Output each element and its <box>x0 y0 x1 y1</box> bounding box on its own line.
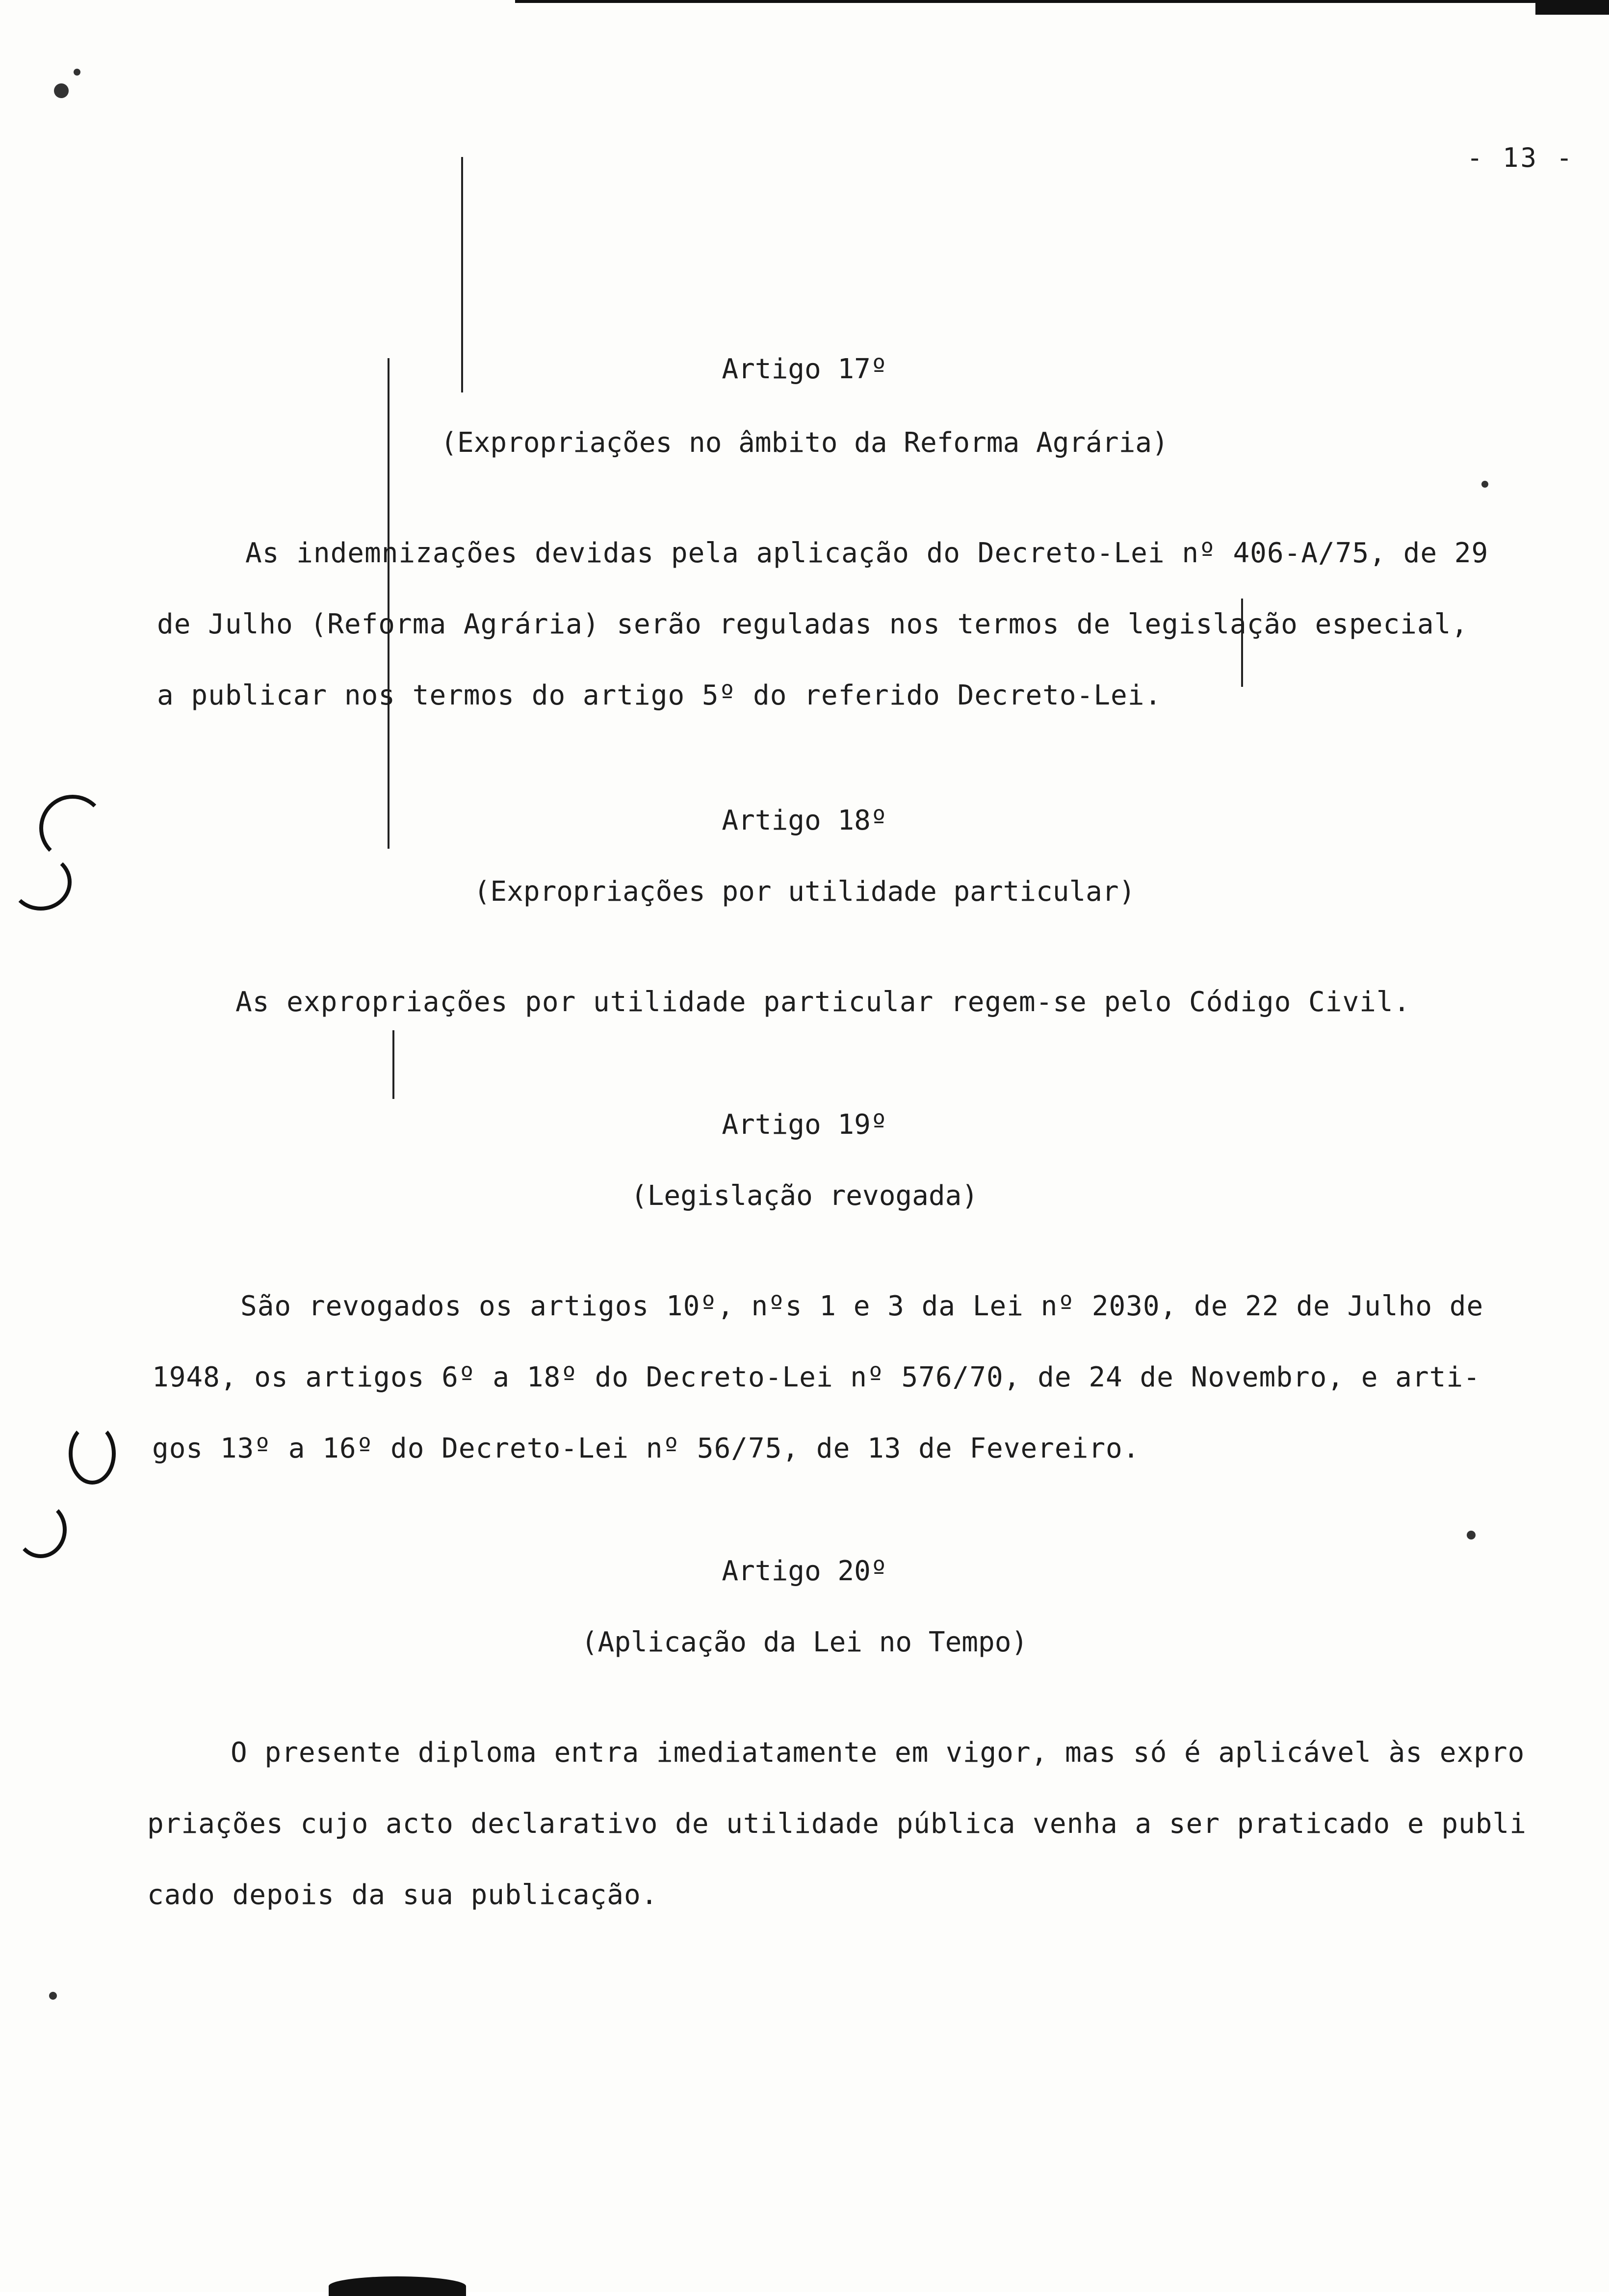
article-18-line-1: As expropriações por utilidade particular regem-se pelo Código Civil. <box>235 986 1411 1018</box>
article-20-subheading: (Aplicação da Lei no Tempo) <box>581 1626 1028 1658</box>
article-19-line-2: 1948, os artigos 6º a 18º do Decreto-Lei nº 576/70, de 24 de Novembro, e arti- <box>152 1361 1480 1393</box>
scan-speck <box>74 69 80 76</box>
scan-corner-artifact <box>1535 0 1609 15</box>
punch-hole-mark <box>69 1423 116 1485</box>
pen-stroke <box>392 1030 394 1099</box>
punch-hole-mark <box>15 1501 67 1558</box>
scan-speck <box>54 83 69 98</box>
article-20-line-1: O presente diploma entra imediatamente em vigor, mas só é aplicável às expro <box>231 1737 1525 1769</box>
article-20-heading: Artigo 20º <box>722 1555 887 1587</box>
article-19-line-3: gos 13º a 16º do Decreto-Lei nº 56/75, de 13 de Fevereiro. <box>152 1433 1140 1464</box>
scan-speck <box>1481 481 1488 488</box>
article-17-heading: Artigo 17º <box>722 353 887 385</box>
article-20-line-2: priações cujo acto declarativo de utilidade pública venha a ser praticado e publi <box>147 1808 1527 1840</box>
article-18-heading: Artigo 18º <box>722 805 887 836</box>
scan-speck <box>1467 1531 1476 1539</box>
article-18-subheading: (Expropriações por utilidade particular) <box>473 876 1136 908</box>
article-19-subheading: (Legislação revogada) <box>630 1180 978 1212</box>
article-17-subheading: (Expropriações no âmbito da Reforma Agrária) <box>441 427 1168 459</box>
scan-edge-artifact <box>515 0 1609 3</box>
page-number: - 13 - <box>1467 142 1575 173</box>
article-20-line-3: cado depois da sua publicação. <box>147 1879 658 1911</box>
scan-speck <box>49 1992 57 2000</box>
scan-edge-artifact <box>329 2276 466 2296</box>
article-17-line-2: de Julho (Reforma Agrária) serão reguladas nos termos de legislação especial, <box>157 608 1469 640</box>
article-19-line-1: São revogados os artigos 10º, nºs 1 e 3 da Lei nº 2030, de 22 de Julho de <box>240 1290 1484 1322</box>
article-17-line-3: a publicar nos termos do artigo 5º do referido Decreto-Lei. <box>157 679 1162 711</box>
article-19-heading: Artigo 19º <box>722 1109 887 1141</box>
article-17-line-1: As indemnizações devidas pela aplicação do Decreto-Lei nº 406-A/75, de 29 <box>245 537 1489 569</box>
